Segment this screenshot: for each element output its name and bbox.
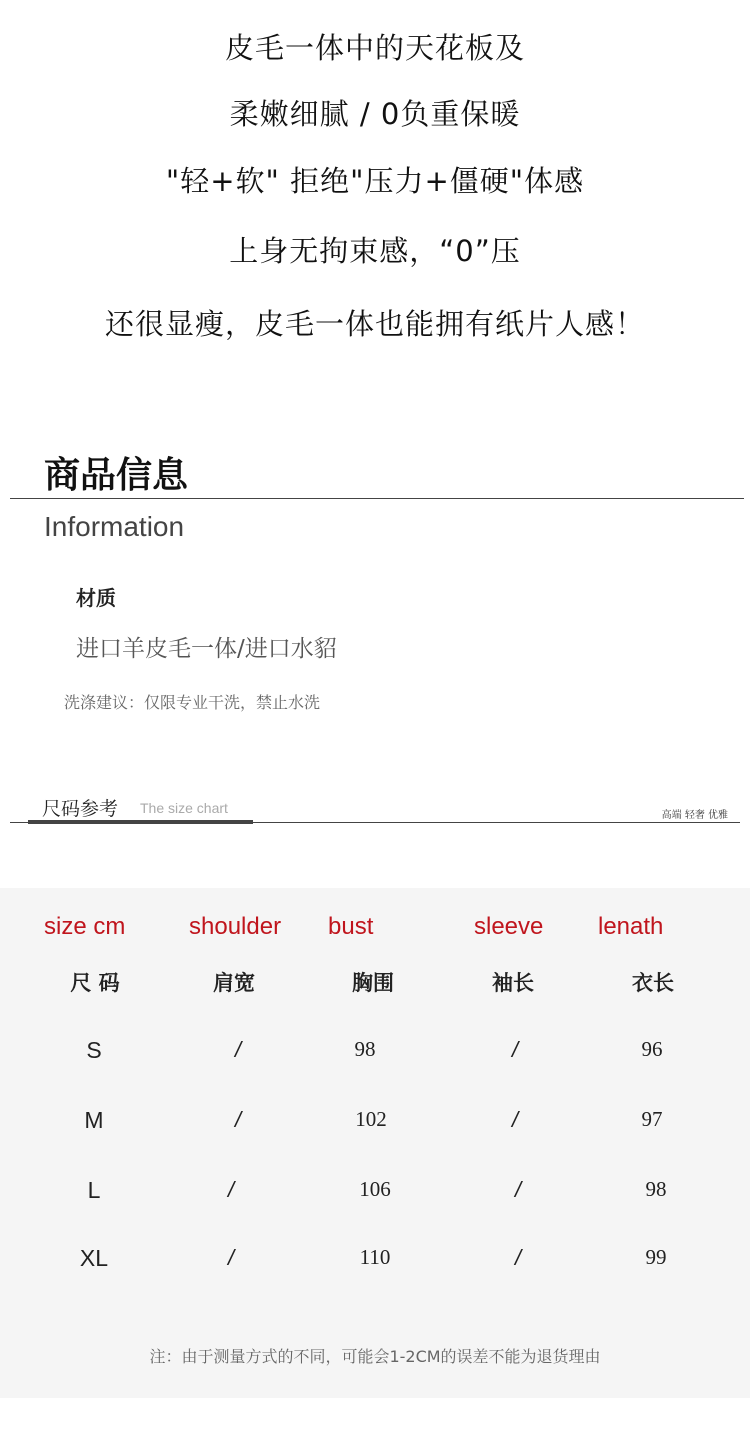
row-s-bust: 98 bbox=[354, 1037, 376, 1061]
header-cn-shoulder: 肩宽 bbox=[213, 971, 255, 995]
intro-line-1: 皮毛一体中的天花板及 bbox=[224, 31, 525, 65]
care-instructions: 洗涤建议：仅限专业干洗，禁止水洗 bbox=[64, 693, 321, 712]
size-chart-title: 尺码参考 bbox=[42, 798, 119, 820]
row-m-length: 97 bbox=[641, 1107, 663, 1131]
header-en-shoulder: shoulder bbox=[189, 913, 282, 940]
row-l-size: L bbox=[87, 1177, 101, 1203]
size-table-panel bbox=[0, 888, 750, 1398]
header-en-size: size cm bbox=[44, 913, 126, 940]
header-cn-length: 衣长 bbox=[632, 971, 674, 995]
row-m-shoulder: / bbox=[234, 1107, 242, 1132]
row-m-bust: 102 bbox=[355, 1107, 387, 1131]
intro-line-5: 还很显瘦，皮毛一体也能拥有纸片人感！ bbox=[104, 307, 645, 341]
row-s-shoulder: / bbox=[234, 1037, 242, 1062]
header-cn-sleeve: 袖长 bbox=[492, 971, 534, 995]
measurement-note: 注：由于测量方式的不同，可能会1-2CM的误差不能为退货理由 bbox=[149, 1347, 601, 1366]
section-title: 商品信息 bbox=[44, 455, 189, 496]
header-en-bust: bust bbox=[328, 913, 374, 940]
row-xl-shoulder: / bbox=[227, 1245, 235, 1270]
header-cn-size: 尺 码 bbox=[70, 971, 120, 995]
row-m-size: M bbox=[84, 1107, 104, 1133]
header-cn-bust: 胸围 bbox=[352, 971, 394, 995]
row-s-size: S bbox=[86, 1037, 102, 1063]
row-s-length: 96 bbox=[641, 1037, 663, 1061]
row-l-length: 98 bbox=[645, 1177, 667, 1201]
row-xl-length: 99 bbox=[645, 1245, 667, 1269]
size-chart-tagline: 高端 轻奢 优雅 bbox=[661, 810, 728, 821]
section-subtitle: Information bbox=[44, 511, 185, 542]
row-s-sleeve: / bbox=[511, 1037, 519, 1062]
row-l-bust: 106 bbox=[359, 1177, 391, 1201]
row-l-shoulder: / bbox=[227, 1177, 235, 1202]
material-label: 材质 bbox=[76, 586, 116, 610]
row-l-sleeve: / bbox=[514, 1177, 522, 1202]
size-chart-subtitle: The size chart bbox=[140, 800, 228, 816]
header-en-length: lenath bbox=[598, 913, 664, 940]
row-xl-bust: 110 bbox=[359, 1245, 391, 1269]
material-value: 进口羊皮毛一体/进口水貂 bbox=[76, 636, 337, 662]
intro-line-2: 柔嫩细腻 / 0负重保暖 bbox=[229, 97, 521, 131]
section-divider bbox=[10, 498, 744, 499]
header-en-sleeve: sleeve bbox=[474, 913, 544, 940]
row-m-sleeve: / bbox=[511, 1107, 519, 1132]
row-xl-size: XL bbox=[79, 1245, 109, 1271]
size-chart-underline bbox=[28, 820, 253, 824]
row-xl-sleeve: / bbox=[514, 1245, 522, 1270]
intro-line-3: "轻+软" 拒绝"压力+僵硬"体感 bbox=[165, 164, 585, 198]
intro-line-4: 上身无拘束感，“0”压 bbox=[229, 234, 521, 268]
